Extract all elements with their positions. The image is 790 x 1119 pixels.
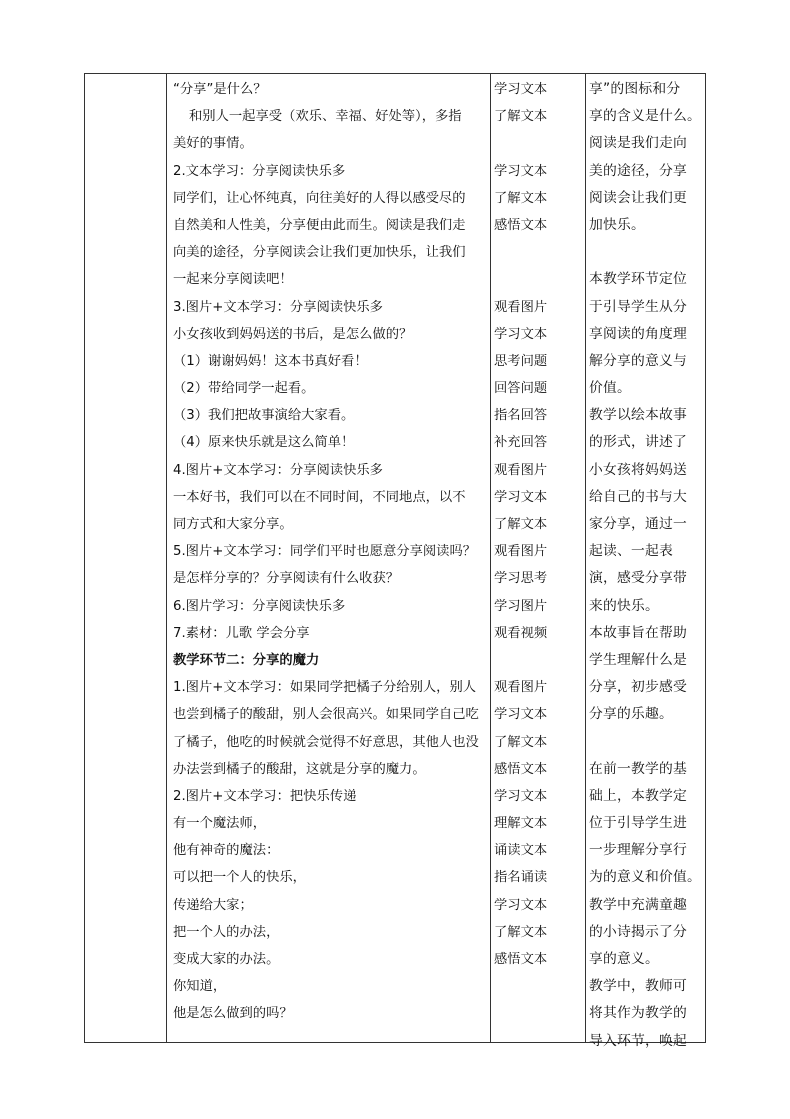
activity-line (494, 1000, 586, 1027)
activity-line: 学习文本 (494, 897, 548, 913)
content-line: 把一个人的办法， (173, 924, 280, 940)
activity-line: 了解文本 (494, 924, 548, 940)
note-line: 来的快乐。 (589, 597, 659, 614)
note-line: 解分享的意义与 (589, 352, 687, 369)
content-line: 他有神奇的魔法： (173, 843, 280, 859)
note-line: 于引导学生从分 (589, 298, 687, 315)
activity-line: 思考问题 (494, 353, 548, 369)
note-line: 一步理解分享行 (589, 842, 687, 859)
note-line: 学生理解什么是 (589, 651, 687, 668)
content-line: 向美的途径，分享阅读会让我们更加快乐，让我们 (173, 245, 466, 261)
note-line: 分享，初步感受 (589, 679, 687, 696)
note-line: 教学以绘本故事 (589, 407, 687, 424)
activity-line (494, 973, 586, 1000)
activity-line: 学习文本 (494, 788, 548, 804)
column-divider (166, 74, 167, 1042)
content-line: （2）带给同学一起看。 (173, 381, 315, 397)
note-line: 演，感受分享带 (589, 570, 687, 587)
content-line: （3）我们把故事演给大家看。 (173, 408, 355, 424)
content-line: 同学们，让心怀纯真，向往美好的人得以感受尽的 (173, 190, 466, 206)
note-line: 享阅读的角度理 (589, 325, 687, 342)
note-line: 的形式，讲述了 (589, 434, 687, 451)
note-line: 给自己的书与大 (589, 488, 687, 505)
note-line: 将其作为教学的 (589, 1005, 687, 1022)
lesson-plan-table (84, 73, 706, 1049)
content-line: 同方式和大家分享。 (173, 517, 293, 532)
note-line: 加快乐。 (589, 216, 645, 233)
note-line: 导入环节，唤起 (589, 1032, 687, 1049)
content-line: 也尝到橘子的酸甜，别人会很高兴。如果同学自己吃 (173, 707, 479, 723)
activity-line: 了解文本 (494, 734, 548, 750)
note-line: 教学中，教师可 (589, 978, 687, 995)
activity-line: 观看图片 (494, 544, 548, 560)
student-activity-column (494, 76, 586, 1028)
content-line: 4.图片+文本学习：分享阅读快乐多 (173, 462, 383, 478)
note-line: 为的意义和价值。 (589, 869, 701, 886)
activity-line: 理解文本 (494, 816, 548, 832)
activity-line: 学习文本 (494, 326, 548, 342)
content-line: 一起来分享阅读吧！ (173, 272, 293, 288)
note-line (589, 729, 705, 756)
note-line: 价值。 (589, 380, 631, 397)
content-line: 6.图片学习：分享阅读快乐多 (173, 598, 346, 614)
activity-line: 诵读文本 (494, 843, 548, 859)
content-line: 7.素材：儿歌 学会分享 (173, 625, 310, 641)
note-line: 分享的乐趣。 (589, 706, 673, 723)
note-line: 家分享，通过一 (589, 516, 687, 532)
note-line: 在前一教学的基 (589, 760, 687, 777)
note-line: 位于引导学生进 (589, 815, 687, 832)
activity-line: 感悟文本 (494, 217, 548, 233)
activity-line (494, 130, 586, 157)
note-line: 享的含义是什么。 (589, 108, 701, 125)
content-line: 2.图片+文本学习：把快乐传递 (173, 788, 357, 804)
content-line: 是怎样分享的？分享阅读有什么收获？ (173, 571, 400, 587)
content-line: 可以把一个人的快乐， (173, 870, 306, 886)
note-line: 本故事旨在帮助 (589, 624, 687, 641)
content-line: 小女孩收到妈妈送的书后，是怎么做的？ (173, 326, 413, 342)
activity-line: 观看图片 (494, 680, 548, 696)
content-line: （4）原来快乐就是这么简单！ (173, 435, 355, 451)
activity-line: 学习思考 (494, 571, 548, 587)
content-line: “分享”是什么？ (173, 82, 267, 97)
note-line: 本教学环节定位 (589, 271, 687, 288)
activity-line (494, 239, 586, 266)
design-intent-column (589, 76, 705, 1055)
note-line: 础上，本教学定 (589, 787, 687, 804)
teaching-content-column (173, 76, 491, 1028)
content-line: 2.文本学习：分享阅读快乐多 (173, 163, 346, 179)
activity-line: 了解文本 (494, 517, 548, 532)
note-line: 教学中充满童趣 (589, 896, 687, 913)
activity-line: 了解文本 (494, 109, 548, 125)
content-line: 一本好书，我们可以在不同时间，不同地点，以不 (173, 489, 466, 505)
content-line: 你知道， (173, 979, 227, 995)
activity-line: 学习文本 (494, 707, 548, 723)
activity-line: 观看视频 (494, 625, 548, 641)
activity-line: 感悟文本 (494, 952, 548, 967)
activity-line (494, 266, 586, 293)
activity-line: 补充回答 (494, 435, 548, 451)
content-line: 他是怎么做到的吗？ (173, 1006, 293, 1022)
activity-line: 学习文本 (494, 82, 548, 97)
note-line: 阅读是我们走向 (589, 135, 687, 152)
content-line: 变成大家的办法。 (173, 952, 280, 967)
activity-line: 指名回答 (494, 408, 548, 424)
activity-line: 了解文本 (494, 190, 548, 206)
activity-line: 学习图片 (494, 598, 548, 614)
note-line: 起读、一起表 (589, 543, 673, 560)
note-line: 享”的图标和分 (589, 81, 681, 97)
content-line: 1.图片+文本学习：如果同学把橘子分给别人，别人 (173, 680, 477, 696)
activity-line: 学习文本 (494, 489, 548, 505)
activity-line: 学习文本 (494, 163, 548, 179)
note-line: 的小诗揭示了分 (589, 923, 687, 940)
note-line: 享的意义。 (589, 951, 659, 967)
activity-line: 观看图片 (494, 462, 548, 478)
content-line: 了橘子，他吃的时候就会觉得不好意思，其他人也没 (173, 734, 479, 750)
note-line: 阅读会让我们更 (589, 189, 687, 206)
activity-line: 指名诵读 (494, 870, 548, 886)
content-line: 传递给大家； (173, 897, 253, 913)
content-line: 5.图片+文本学习：同学们平时也愿意分享阅读吗？ (173, 544, 477, 560)
note-line: 美的途径，分享 (589, 162, 687, 179)
content-line: （1）谢谢妈妈！这本书真好看！ (173, 353, 368, 369)
content-line: 和别人一起享受（欢乐、幸福、好处等），多指 (189, 109, 462, 125)
content-line: 有一个魔法师， (173, 816, 267, 832)
activity-line: 感悟文本 (494, 761, 548, 777)
content-line: 3.图片+文本学习：分享阅读快乐多 (173, 299, 383, 315)
content-line: 自然美和人性美，分享便由此而生。阅读是我们走 (173, 217, 466, 233)
content-line: 办法尝到橘子的酸甜，这就是分享的魔力。 (173, 761, 426, 777)
content-line: 美好的事情。 (173, 136, 253, 152)
note-line (589, 239, 705, 266)
activity-line (494, 647, 586, 674)
content-line: 教学环节二：分享的魔力 (173, 652, 320, 668)
note-line: 小女孩将妈妈送 (589, 461, 687, 478)
activity-line: 回答问题 (494, 381, 548, 397)
activity-line: 观看图片 (494, 299, 548, 315)
